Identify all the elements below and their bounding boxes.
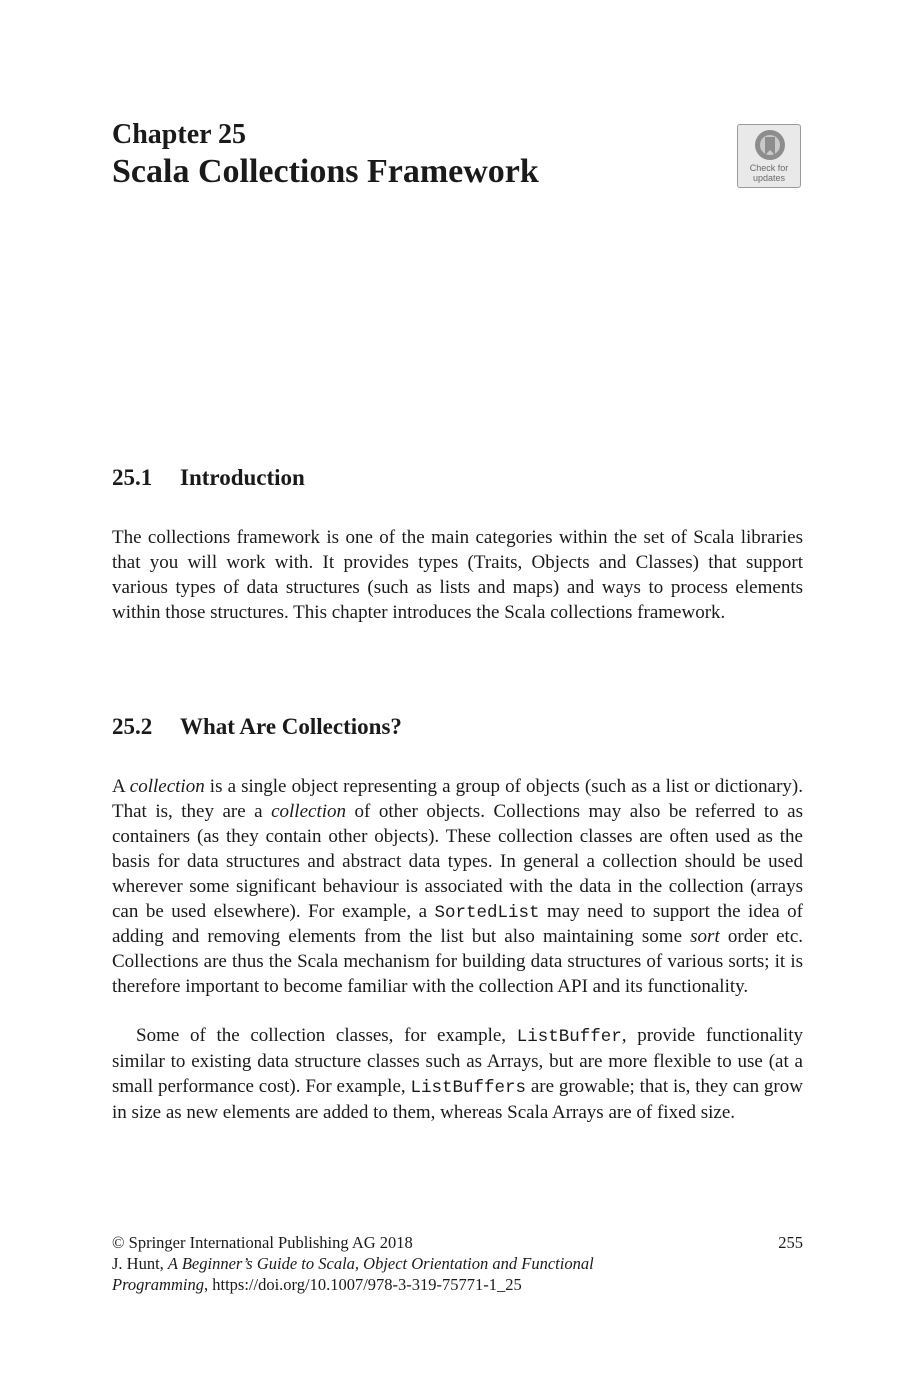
doi-link[interactable]: , https://doi.org/10.1007/978-3-319-75771-1_25 xyxy=(203,1275,522,1294)
citation-line-2: Programming, https://doi.org/10.1007/978-3-319-75771-1_25 xyxy=(112,1275,522,1294)
page-footer xyxy=(112,1232,803,1295)
emphasis-sort: sort xyxy=(690,926,720,948)
introduction-paragraph: The collections framework is one of the main categories within the set of Scala libraries that you will work with. It provides types (Traits, Objects and Classes) that support various types of data structures (such as lists and maps) and ways to process elements within those structures. This chapter introduces the Scala collections framework. xyxy=(112,527,803,623)
check-for-updates-badge[interactable] xyxy=(737,124,801,188)
section-title: Introduction xyxy=(180,465,305,490)
citation-line-1: J. Hunt, A Beginner’s Guide to Scala, Object Orientation and Functional xyxy=(112,1254,594,1273)
emphasis-collection: collection xyxy=(271,800,347,822)
code-listbuffers: ListBuffers xyxy=(410,1077,526,1098)
copyright-line: © Springer International Publishing AG 2018 xyxy=(112,1233,413,1252)
collections-paragraph-2: Some of the collection classes, for example, ListBuffer, provide functionality similar to existing data structure classes such as Arrays, but are more flexible to use (at a small performance cost). For example, ListBuffers are growable; that is, they can grow in size as new elements are added to them, whereas Scala Arrays are of fixed size. xyxy=(112,1025,803,1123)
section-title: What Are Collections? xyxy=(180,714,402,739)
page-number: 255 xyxy=(778,1233,803,1252)
emphasis-collection: collection xyxy=(129,776,205,797)
section-number: 25.1 xyxy=(112,465,153,490)
chapter-label: Chapter 25 xyxy=(112,119,247,150)
bookmark-icon xyxy=(752,129,788,163)
section-number: 25.2 xyxy=(112,714,153,739)
code-listbuffer: ListBuffer xyxy=(516,1027,622,1047)
collections-paragraph-1: A collection is a single object representing a group of objects (such as a list or dictionary). That is, they are a collection of other objects. Collections may also be referred to as containers (as they contain other objects). These collection classes are often used as the basis for data structures and abstract data types. In general a collection should be used wherever some significant behaviour is associated with the data in the collection (arrays can be used elsewhere). For example, a SortedList may need to support the idea of adding and removing elements from the list but also maintaining some sort order etc. Collections are thus the Scala mechanism for building data structures of various sorts; it is therefore important to become familiar with the collection API and its functionality. xyxy=(112,776,804,998)
code-sortedlist: SortedList xyxy=(434,902,540,923)
section-heading-what-are-collections xyxy=(112,713,402,741)
chapter-title: Scala Collections Framework xyxy=(112,153,539,190)
check-for-updates-label: Check for updates xyxy=(749,163,789,183)
section-heading-introduction xyxy=(112,464,305,492)
